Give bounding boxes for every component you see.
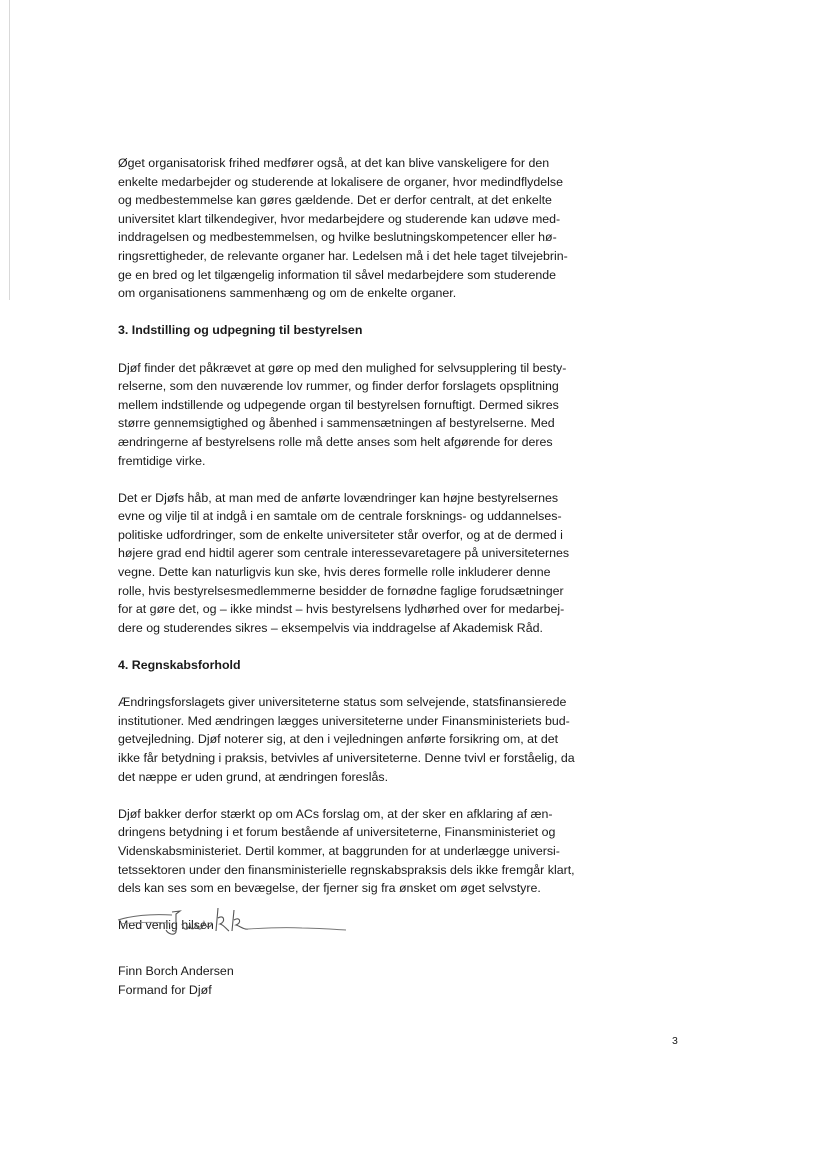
signer-block bbox=[118, 962, 234, 999]
section-4-heading: 4. Regnskabsforhold bbox=[118, 658, 241, 673]
section-3-paragraph-2: Det er Djøfs håb, at man med de anførte lovændringer kan højne bestyrelsernes evne og vilje til at indgå i en samtale om de centrale forsknings- og uddannelses- politiske udfordringer, som de enkelte universiteter står overfor, og at de dermed i højere grad end hidtil agerer som centrale interessevaretagere på universiteternes vegne. Dette kan naturligvis kun ske, hvis deres formelle rolle inkluderer denne rolle, hvis bestyrelsesmedlemmerne besidder de fornødne faglige forudsætninger for at gøre det, og – ikke mindst – hvis bestyrelsens lydhørhed over for medarbej- dere og studerendes sikres – eksempelvis via inddragelse af Akademisk Råd. bbox=[118, 490, 570, 635]
handwritten-signature bbox=[114, 898, 354, 946]
section-4-paragraph-2: Djøf bakker derfor stærkt op om ACs forslag om, at der sker en afklaring af æn- dringens betydning i et forum bestående af universiteterne, Finansministeriet og Videnskabsministeriet. Dertil kommer, at baggrunden for at underlægge universi- tetssektoren under den finansministerielle regnskabspraksis dels ikke fremgår klart, dels kan ses som en bevægelse, der fjerner sig fra ønsket om øget selvstyre. bbox=[118, 806, 575, 896]
page-number: 3 bbox=[672, 1035, 678, 1047]
section-4-paragraph-1: Ændringsforslagets giver universiteterne status som selvejende, statsfinansierede institutioner. Med ændringen lægges universiteterne under Finansministeriets bud- getvejledning. Djøf noterer sig, at den i vejledningen anførte forsikring om, at det ikke får betydning i praksis, betvivles af universiteterne. Denne tvivl er forståelig, da det næppe er uden grund, at ændringen foreslås. bbox=[118, 695, 575, 784]
section-3-paragraph-1: Djøf finder det påkrævet at gøre op med den mulighed for selvsupplering til besty- relserne, som den nuværende lov rummer, og finder derfor forslagets opsplitning mellem indstillende og udpegende organ til bestyrelsen fornuftigt. Dermed sikres større gennemsigtighed og åbenhed i sammensætningen af bestyrelserne. Med ændringerne af bestyrelsens rolle må dette anses som helt afgørende for deres fremtidige virke. bbox=[118, 360, 567, 468]
signer-title: Formand for Djøf bbox=[118, 982, 212, 997]
intro-paragraph: Øget organisatorisk frihed medfører også, at det kan blive vanskeligere for den enkelte medarbejder og studerende at lokalisere de organer, hvor medindflydelse og medbestemmelse kan gøres gældende. Det er derfor centralt, at det enkelte universitet klart tilkendegiver, hvor medarbejdere og studerende kan udøve med- inddragelsen og medbestemmelsen, og hvilke beslutningskompetencer eller hø- ringsrettigheder, de relevante organer har. Ledelsen må i det hele taget tilvejebrin- ge en bred og let tilgængelig information til såvel medarbejdere som studerende om organisationens sammenhæng og om de enkelte organer. bbox=[118, 156, 568, 301]
scan-edge-line bbox=[9, 0, 10, 300]
letter-body bbox=[118, 154, 638, 935]
closing-salutation: Med venlig hilsen bbox=[118, 918, 214, 933]
section-3-heading: 3. Indstilling og udpegning til bestyrelsen bbox=[118, 323, 363, 338]
signer-name: Finn Borch Andersen bbox=[118, 964, 234, 978]
